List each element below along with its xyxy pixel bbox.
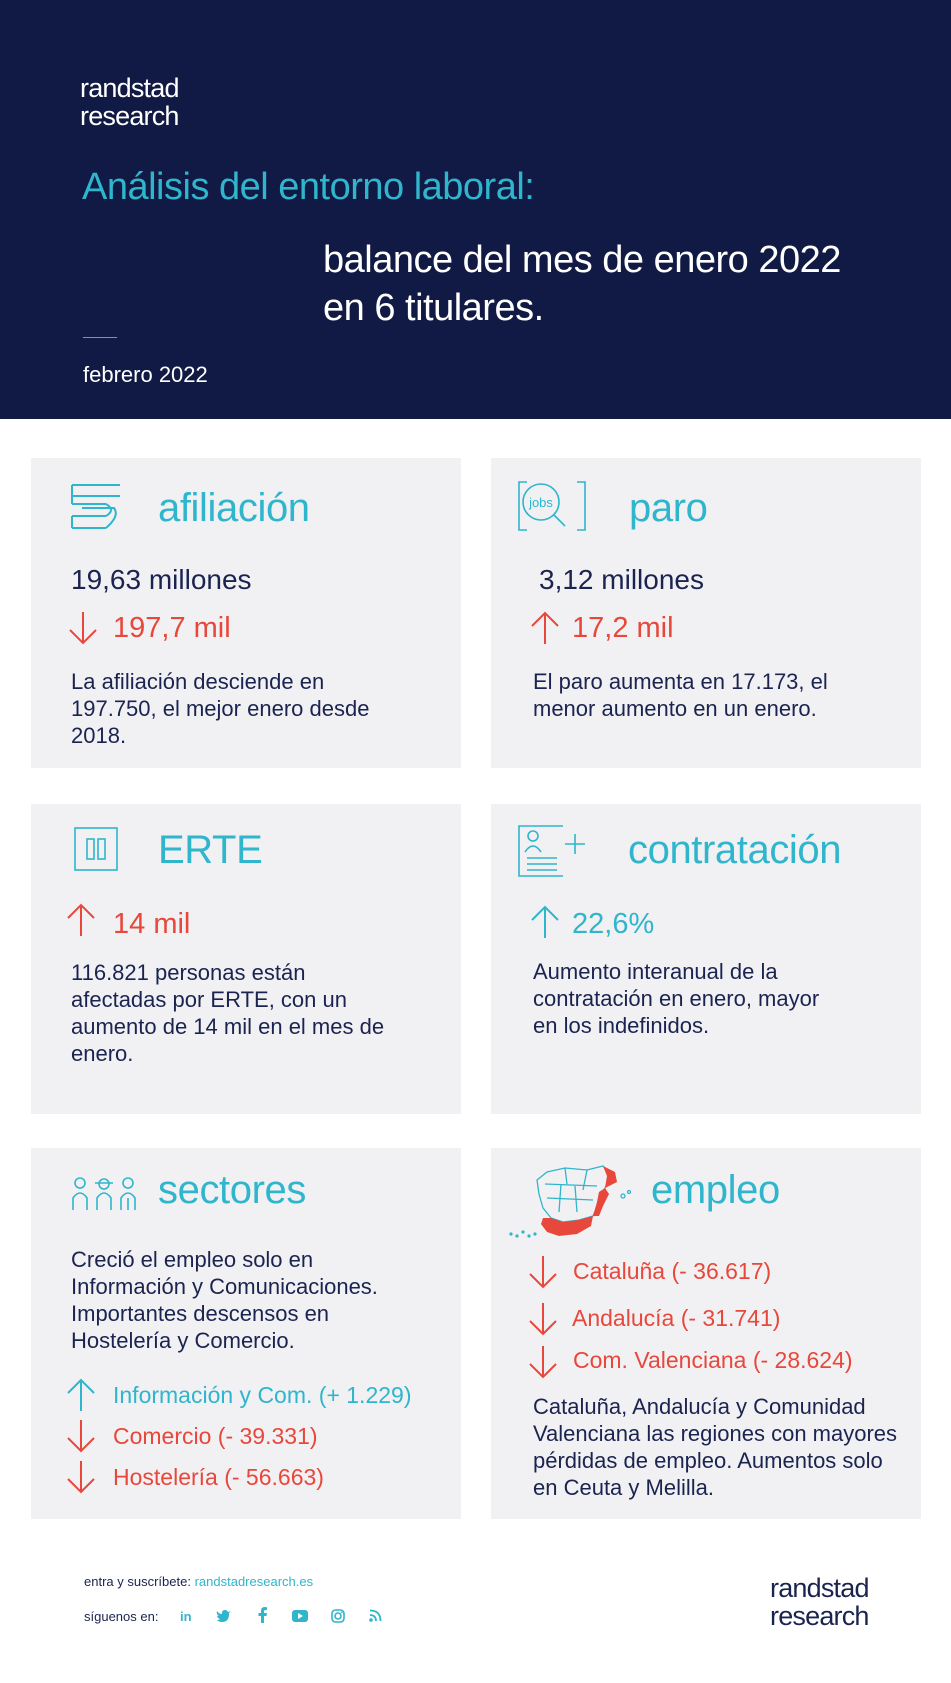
desc-line: Cataluña, Andalucía y Comunidad — [533, 1394, 866, 1419]
arrow-down-icon — [65, 1459, 97, 1495]
subscribe-link[interactable]: randstadresearch.es — [194, 1574, 314, 1589]
follow-label: síguenos en: — [84, 1609, 159, 1624]
brand-line-1: randstad — [80, 73, 179, 103]
arrow-up-icon — [65, 902, 97, 938]
sector-item: Hostelería (- 56.663) — [113, 1464, 324, 1490]
twitter-icon[interactable] — [216, 1609, 232, 1623]
subtitle-line-1: balance del mes de enero 2022 — [323, 239, 841, 281]
subscribe-line — [84, 1574, 313, 1589]
card-erte — [31, 804, 461, 1114]
arrow-up-icon — [529, 610, 561, 646]
arrow-down-icon — [527, 1301, 559, 1337]
page-title: Análisis del entorno laboral: — [82, 166, 535, 208]
desc-line: en los indefinidos. — [533, 1013, 710, 1038]
title-divider — [83, 337, 117, 338]
card-sectores — [31, 1148, 461, 1519]
youtube-icon[interactable] — [292, 1610, 308, 1622]
card-description — [533, 958, 819, 1039]
sector-item: Información y Com. (+ 1.229) — [113, 1382, 412, 1408]
region-item: Com. Valenciana (- 28.624) — [573, 1347, 853, 1373]
document-stack-icon — [70, 482, 122, 532]
value-text: 19,63 millones — [71, 564, 252, 595]
contract-add-icon — [517, 824, 589, 878]
publish-date: febrero 2022 — [83, 362, 208, 387]
desc-line: 2018. — [71, 723, 127, 748]
card-description — [71, 668, 369, 749]
card-description — [533, 1393, 897, 1501]
brand-line-2: research — [770, 1601, 869, 1631]
footer-brand-logo[interactable] — [770, 1574, 869, 1630]
desc-line: menor aumento en un enero. — [533, 696, 817, 721]
subtitle-line-2: en 6 titulares. — [323, 287, 544, 329]
delta-value: 197,7 mil — [113, 612, 231, 644]
instagram-icon[interactable] — [331, 1609, 345, 1623]
region-item: Andalucía (- 31.741) — [572, 1305, 781, 1331]
page-subtitle — [323, 236, 841, 332]
card-title: contratación — [628, 828, 842, 872]
desc-line: pérdidas de empleo. Aumentos solo — [533, 1448, 883, 1473]
jobs-search-icon — [517, 480, 587, 534]
region-item: Cataluña (- 36.617) — [573, 1258, 772, 1284]
card-title: sectores — [158, 1168, 306, 1212]
desc-line: en Ceuta y Melilla. — [533, 1475, 714, 1500]
desc-line: Creció el empleo solo en — [71, 1247, 314, 1272]
card-description — [71, 1246, 378, 1354]
header-banner — [0, 0, 951, 419]
desc-line: aumento de 14 mil en el mes de — [71, 1014, 385, 1039]
card-afiliacion — [31, 458, 461, 768]
desc-line: 116.821 personas están — [71, 960, 306, 985]
desc-line: enero. — [71, 1041, 134, 1066]
desc-line: Hostelería y Comercio. — [71, 1328, 295, 1353]
card-contratacion — [491, 804, 921, 1114]
desc-line: Información y Comunicaciones. — [71, 1274, 378, 1299]
arrow-down-icon — [527, 1344, 559, 1380]
facebook-icon[interactable] — [258, 1607, 268, 1623]
delta-value: 22,6% — [572, 908, 655, 940]
people-group-icon — [71, 1176, 137, 1212]
arrow-up-icon — [65, 1377, 97, 1413]
desc-line: 197.750, el mejor enero desde — [71, 696, 370, 721]
value-text: 3,12 millones — [539, 564, 704, 595]
pause-icon — [73, 826, 119, 872]
card-paro — [491, 458, 921, 768]
desc-line: El paro aumenta en 17.173, el — [533, 669, 828, 694]
card-description — [71, 959, 384, 1067]
card-title: afiliación — [158, 486, 310, 530]
desc-line: La afiliación desciende en — [71, 669, 325, 694]
arrow-down-icon — [65, 1418, 97, 1454]
card-description — [533, 668, 828, 722]
arrow-down-icon — [527, 1254, 559, 1290]
subscribe-label: entra y suscríbete: — [84, 1574, 191, 1589]
desc-line: Aumento interanual de la — [533, 959, 778, 984]
delta-value: 17,2 mil — [572, 612, 674, 644]
card-empleo — [491, 1148, 921, 1519]
desc-line: contratación en enero, mayor — [533, 986, 820, 1011]
jobs-label: jobs — [529, 495, 553, 510]
arrow-up-icon — [529, 904, 561, 940]
linkedin-icon[interactable]: in — [180, 1609, 192, 1624]
delta-value: 14 mil — [113, 908, 191, 940]
rss-icon[interactable] — [369, 1609, 382, 1622]
sector-item: Comercio (- 39.331) — [113, 1423, 318, 1449]
arrow-down-icon — [67, 610, 99, 646]
card-title: empleo — [651, 1168, 780, 1212]
card-title: ERTE — [158, 828, 263, 872]
spain-map-icon — [507, 1162, 637, 1244]
card-title: paro — [629, 486, 708, 530]
desc-line: afectadas por ERTE, con un — [71, 987, 347, 1012]
brand-line-2: research — [80, 101, 179, 131]
brand-line-1: randstad — [770, 1573, 869, 1603]
desc-line: Importantes descensos en — [71, 1301, 330, 1326]
brand-logo[interactable] — [80, 74, 179, 130]
desc-line: Valenciana las regiones con mayores — [533, 1421, 898, 1446]
